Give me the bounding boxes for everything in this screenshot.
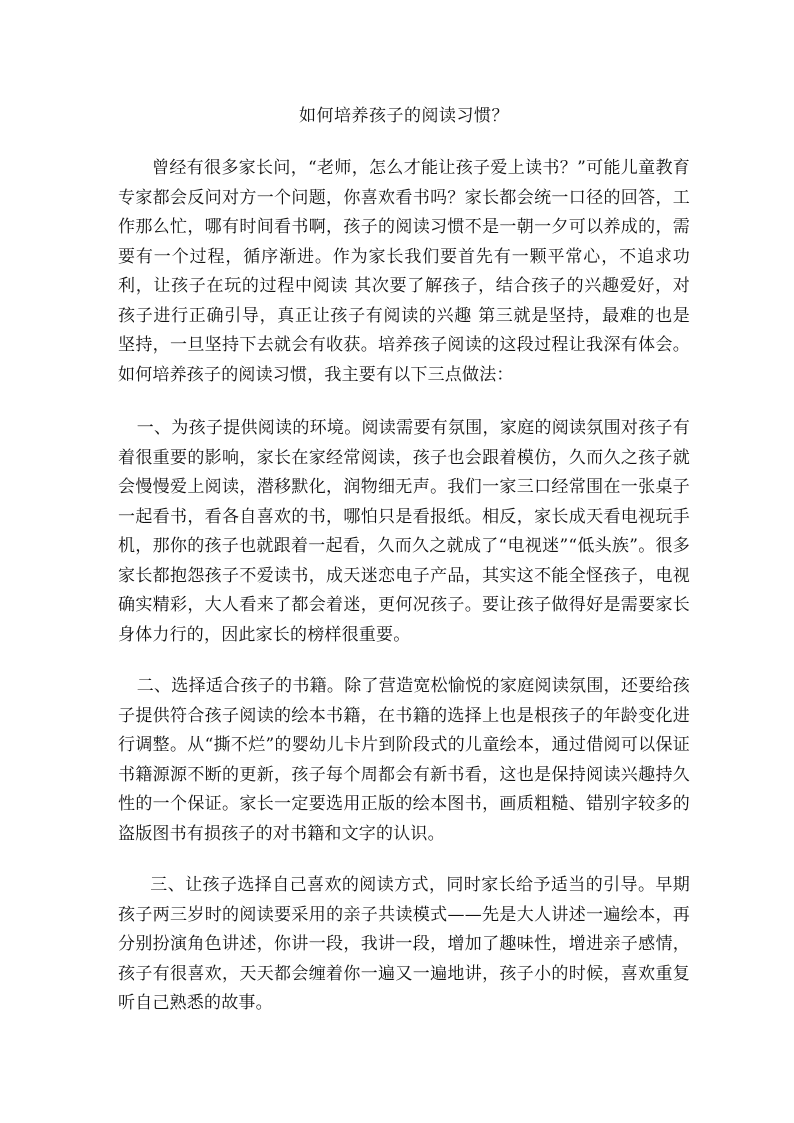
document-title: 如何培养孩子的阅读习惯？ <box>299 106 509 126</box>
method-two-paragraph: 二、选择适合孩子的书籍。除了营造宽松愉悦的家庭阅读氛围，还要给孩子提供符合孩子阅读的绘本书籍，在书籍的选择上也是根孩子的年龄变化进行调整。从“撕不烂”的婴幼儿卡片到阶段式的儿童绘本，通过借阅可以保证书籍源源不断的更新，孩子每个周都会有新书看，这也是保持阅读兴趣持久性的一个保证。家长一定要选用正版的绘本图书，画质粗糙、错别字较多的盗版图书有损孩子的对书籍和文字的认识。 <box>118 676 690 844</box>
method-one-paragraph: 一、为孩子提供阅读的环境。阅读需要有氛围，家庭的阅读氛围对孩子有着很重要的影响，家长在家经常阅读，孩子也会跟着模仿，久而久之孩子就会慢慢爱上阅读，潜移默化，润物细无声。我们一家三口经常围在一张桌子一起看书，看各自喜欢的书，哪怕只是看报纸。相反，家长成天看电视玩手机，那你的孩子也就跟着一起看，久而久之就成了“电视迷”“低头族”。很多家长都抱怨孩子不爱读书，成天迷恋电子产品，其实这不能全怪孩子，电视确实精彩，大人看来了都会着迷，更何况孩子。要让孩子做得好是需要家长身体力行的，因此家长的榜样很重要。 <box>118 418 690 645</box>
intro-paragraph: 曾经有很多家长问，“老师，怎么才能让孩子爱上读书？”可能儿童教育专家都会反问对方一个问题，你喜欢看书吗？家长都会统一口径的回答，工作那么忙，哪有时间看书啊，孩子的阅读习惯不是一朝一夕可以养成的，需要有一个过程，循序渐进。作为家长我们要首先有一颗平常心，不追求功利，让孩子在玩的过程中阅读 其次要了解孩子，结合孩子的兴趣爱好，对孩子进行正确引导，真正让孩子有阅读的兴趣 第三就是坚持，最难的也是坚持，一旦坚持下去就会有收获。培养孩子阅读的这段过程让我深有体会。如何培养孩子的阅读习惯，我主要有以下三点做法： <box>118 158 690 385</box>
method-three-paragraph: 三、让孩子选择自己喜欢的阅读方式，同时家长给予适当的引导。早期孩子两三岁时的阅读要采用的亲子共读模式——先是大人讲述一遍绘本，再分别扮演角色讲述，你讲一段，我讲一段，增加了趣味性，增进亲子感情，孩子有很喜欢，天天都会缠着你一遍又一遍地讲，孩子小的时候，喜欢重复听自己熟悉的故事。 <box>118 875 690 1013</box>
